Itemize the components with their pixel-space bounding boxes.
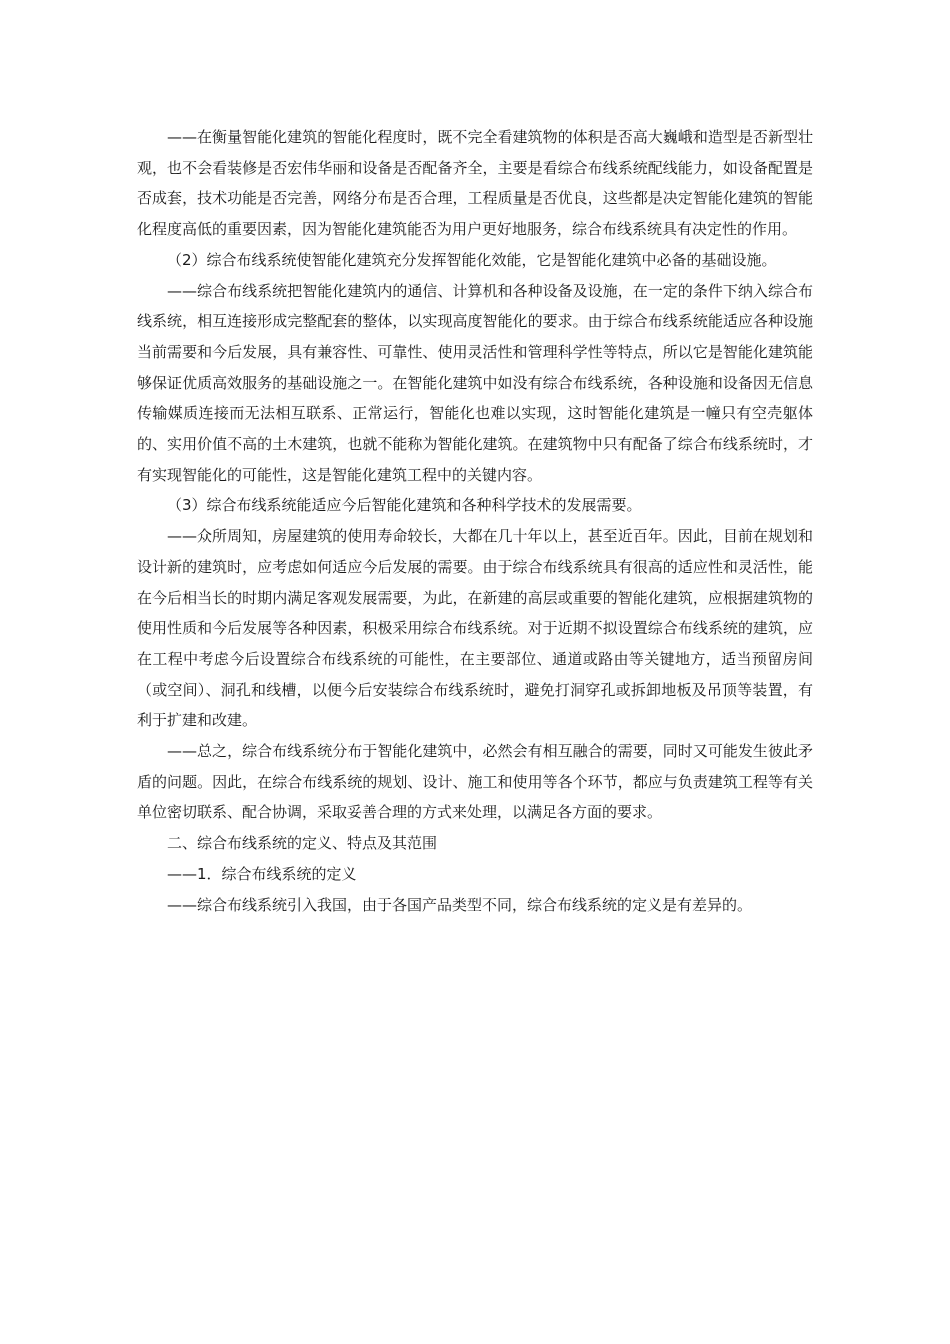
section-heading-2: 二、综合布线系统的定义、特点及其范围	[167, 834, 438, 853]
paragraph-infrastructure: ——综合布线系统把智能化建筑内的通信、计算机和各种设备及设施，在一定的条件下纳入综合布线系统，相互连接形成完整配套的整体，以实现高度智能化的要求。由于综合布线系统能适应各种设施当前需要和今后发展，具有兼容性、可靠性、使用灵活性和管理科学性等特点，所以它是智能化建筑能够保证优质高效服务的基础设施之一。在智能化建筑中如没有综合布线系统，各种设施和设备因无信息传输媒质连接而无法相互联系、正常运行，智能化也难以实现，这时智能化建筑是一幢只有空壳躯体的、实用价值不高的土木建筑，也就不能称为智能化建筑。在建筑物中只有配备了综合布线系统时，才有实现智能化的可能性，这是智能化建筑工程中的关键内容。	[137, 281, 813, 484]
paragraph-intelligence-measure: ——在衡量智能化建筑的智能化程度时，既不完全看建筑物的体积是否高大巍峨和造型是否新型壮观，也不会看装修是否宏伟华丽和设备是否配备齐全，主要是看综合布线系统配线能力，如设备配置是否成套，技术功能是否完善，网络分布是否合理，工程质量是否优良，这些都是决定智能化建筑的智能化程度高低的重要因素，因为智能化建筑能否为用户更好地服务，综合布线系统具有决定性的作用。	[137, 128, 813, 239]
subsection-heading-1: ——1．综合布线系统的定义	[167, 864, 357, 883]
paragraph-summary: ——总之，综合布线系统分布于智能化建筑中，必然会有相互融合的需要，同时又可能发生彼此矛盾的问题。因此，在综合布线系统的规划、设计、施工和使用等各个环节，都应与负责建筑工程等有关单位密切联系、配合协调，采取妥善合理的方式来处理，以满足各方面的要求。	[137, 742, 813, 822]
paragraph-point-3: （3）综合布线系统能适应今后智能化建筑和各种科学技术的发展需要。	[167, 496, 642, 515]
paragraph-definition: ——综合布线系统引入我国，由于各国产品类型不同，综合布线系统的定义是有差异的。	[167, 895, 753, 914]
paragraph-point-2: （2）综合布线系统使智能化建筑充分发挥智能化效能，它是智能化建筑中必备的基础设施。	[167, 250, 777, 269]
document-body	[137, 122, 813, 920]
paragraph-future-development: ——众所周知，房屋建筑的使用寿命较长，大都在几十年以上，甚至近百年。因此，目前在规划和设计新的建筑时，应考虑如何适应今后发展的需要。由于综合布线系统具有很高的适应性和灵活性，能在今后相当长的时期内满足客观发展需要，为此，在新建的高层或重要的智能化建筑，应根据建筑物的使用性质和今后发展等各种因素，积极采用综合布线系统。对于近期不拟设置综合布线系统的建筑，应在工程中考虑今后设置综合布线系统的可能性，在主要部位、通道或路由等关键地方，适当预留房间（或空间）、洞孔和线槽，以便今后安装综合布线系统时，避免打洞穿孔或拆卸地板及吊顶等装置，有利于扩建和改建。	[137, 527, 813, 730]
